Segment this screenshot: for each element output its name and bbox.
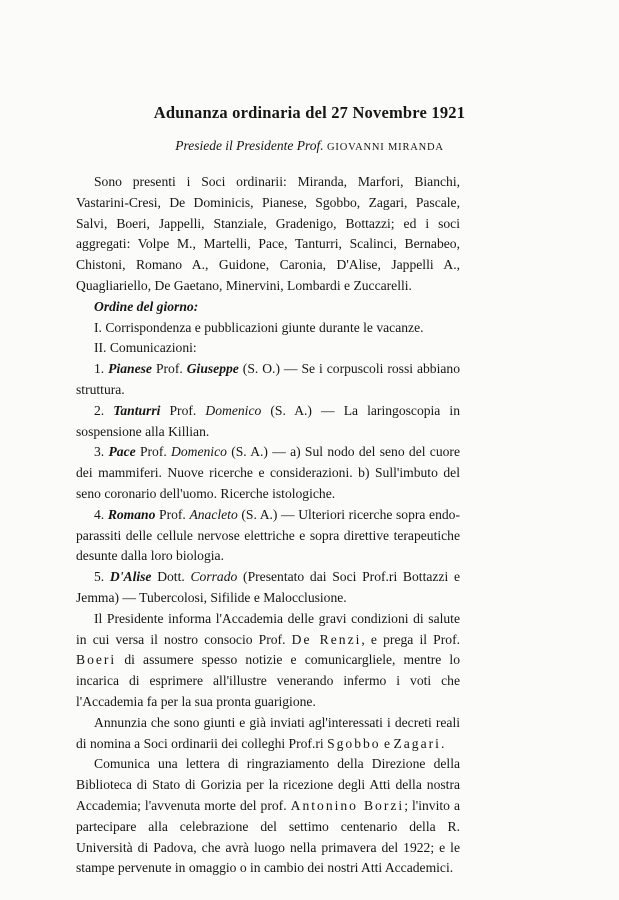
consocio-name: De Renzi [291,631,362,647]
agenda-item-1: I. Corrispondenza e pubblicazioni giunte durante le vacanze. [94,319,424,335]
presidente-paragraph: Il Presidente informa l'Accademia delle gravi condizioni di salute in cui versa il nostro consocio Prof. De Renzi, e prega il Prof. Boeri di assumere spesso notizie e comunicargliele, mentre lo incarica di esprimere all'illustre venerando infermo i voti che l'Accademia fa per la sua pronta guarigione. [76,610,460,709]
minutes-body [76,172,460,879]
comunicazione-5: 5. D'Alise Dott. Corrado (Presentato dai Soci Prof.ri Bottazzi e Jemma) — Tubercolosi, Sifilide e Malocclusione. [76,569,460,605]
annunzia-paragraph: Annunzia che sono giunti e già inviati agl'interessati i decreti reali di nomina a Soci ordinarii dei colleghi Prof.ri Sgobbo e Zagari. [76,714,460,751]
colleague-name: Sgobbo [327,735,381,751]
consocio-name: Boeri [76,652,117,668]
page-title: Adunanza ordinaria del 27 Novembre 1921 [153,103,466,122]
comunicazione-author: Pace [108,444,136,460]
comunicazione-3: 3. Pace Prof. Domenico (S. A.) — a) Sul nodo del seno del cuore dei mammiferi. Nuove ricerche e considerazioni. b) Sull'imbuto del seno coronario dell'uomo. Ricerche istologiche. [76,444,460,501]
presiede-line [0,138,619,154]
comunicazione-author: D'Alise [109,569,152,585]
comunica-paragraph: Comunica una lettera di ringraziamento della Direzione della Biblioteca di Stato di Gorizia per la ricezione degli Atti della nostra Accademia; l'avvenuta morte del prof. Antonino Borzi; l'invito a partecipare alla celebrazione del settimo centenario della R. Università di Padova, che avrà luogo nella primavera del 1922; e le stampe pervenute in omaggio o in cambio dei nostri Atti Accademici. [76,756,460,876]
deceased-name: Antonino Borzi [290,797,405,813]
comunicazione-2: 2. Tanturri Prof. Domenico (S. A.) — La laringoscopia in sospensione alla Killian. [76,402,461,439]
agenda-item-2: II. Comunicazioni: [94,340,197,356]
comunicazione-1: 1. Pianese Prof. Giuseppe (S. O.) — Se i corpuscoli rossi abbiano struttura. [76,361,461,397]
colleague-name: Zagari [393,735,441,751]
ordine-heading: Ordine del giorno: [94,298,199,314]
comunicazione-author: Romano [107,506,156,522]
president-name: GIOVANNI MIRANDA [327,142,444,153]
comunicazione-author: Pianese [108,361,152,377]
presenti-paragraph: Sono presenti i Soci ordinarii: Miranda, Marfori, Bianchi, Vastarini-Cresi, De Dominicis, Pianese, Sgobbo, Zagari, Pascale, Salvi, Boeri, Jappelli, Stanziale, Gradenigo, Bottazzi; ed i soci aggregati: Volpe M., Martelli, Pace, Tanturri, Scalinci, Bernabeo, Chistoni, Romano A., Guidone, Caronia, D'Alise, Jappelli A., Quagliariello, De Gaetano, Minervini, Lombardi e Zuccarelli. [76,174,460,293]
comunicazione-author: Tanturri [113,402,161,418]
comunicazione-4: 4. Romano Prof. Anacleto (S. A.) — Ulteriori ricerche sopra endo-parassiti delle cellule nervose elettriche e sopra direttive terapeutiche desunte dalla loro biologia. [76,506,461,564]
presiede-prefix: Presiede il Presidente Prof. [175,138,324,153]
